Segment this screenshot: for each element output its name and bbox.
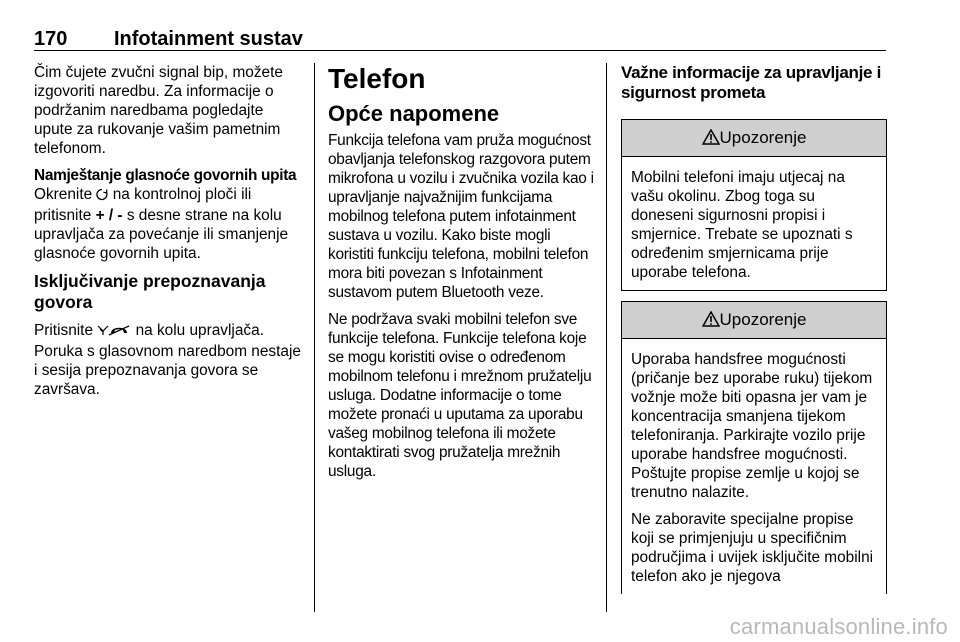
warning-text: Mobilni telefoni imaju utjecaj na vašu okolinu. Zbog toga su doneseni sigurnosni propisi i smjernice. Trebate se upoznati s određenim smjernicama prije uporabe telefona. [631, 169, 853, 281]
running-title: Infotainment sustav [114, 28, 303, 50]
warning-box [621, 119, 887, 291]
paragraph-volume: Okrenite na kontrolnoj ploči ili pritisnite + / - s desne strane na kolu upravljača za povećanje ili smanjenje glasnoće govornih upita. [34, 186, 289, 262]
warning-triangle-icon [702, 122, 720, 158]
column-left [34, 63, 304, 407]
warning-title: Upozorenje [719, 310, 807, 329]
column-right [621, 63, 887, 594]
watermark: carmanualsonline.info [729, 614, 948, 639]
warning-triangle-icon [702, 304, 720, 340]
page-header [34, 28, 886, 50]
header-rule [34, 50, 886, 51]
heading-safety: Važne informacije za upravljanje i sigurnost prometa [621, 63, 882, 102]
paragraph: Čim čujete zvučni signal bip, možete izgovoriti naredbu. Za informacije o podržanim naredbama pogledajte upute za rukovanje vašim pametnim telefonom. [34, 64, 283, 157]
column-divider [606, 63, 607, 612]
warning-box [621, 301, 887, 594]
warning-title: Upozorenje [719, 128, 807, 147]
warning-header [622, 302, 886, 339]
page-number: 170 [34, 28, 68, 50]
voice-hangup-icon [97, 323, 131, 342]
rotary-knob-icon [96, 187, 108, 206]
section-title: Telefon [328, 63, 426, 94]
subheading-voice-volume: Namještanje glasnoće govornih upita [34, 167, 297, 184]
column-divider [314, 63, 315, 612]
warning-text: Uporaba handsfree mogućnosti (pričanje bez uporabe ruku) tijekom vožnje može biti opasna jer vam je koncentracija smanjena tijekom telefoniranja. Parkirajte vozilo prije uporabe handsfree mogućnosti. Poštujte propise zemlje u kojoj se trenutno nalazite. Ne zaboravite specijalne propise koji se primjenjuju u specifičnim područjima i uvijek isključite mobilni telefon ako je njegova [631, 351, 874, 585]
paragraph: Ne podržava svaki mobilni telefon sve funkcije telefona. Funkcije telefona koje se mogu koristiti ovise o određenom mobilnom telefonu i mrežnom pružatelju usluga. Dodatne informacije o tome možete pronaći u uputama za uporabu vašeg mobilnog telefona ili možete kontaktirati svog pružatelja mrežnih usluga. [328, 311, 592, 480]
paragraph: Funkcija telefona vam pruža mogućnost obavljanja telefonskog razgovora putem mikrofona u vozilu i zvučnika vozila kao i upravljanje najvažnijim funkcijama mobilnog telefona putem infotainment sustava u vozilu. Kako biste mogli koristiti funkciju telefona, mobilni telefon mora biti povezan s Infotainment sustavom putem Bluetooth veze. [328, 132, 594, 301]
warning-header [622, 120, 886, 157]
heading-disable-voice: Isključivanje prepoznavanja govora [34, 271, 266, 312]
column-middle [328, 63, 596, 489]
subsection-title: Opće napomene [328, 101, 500, 126]
paragraph-disable-voice: Pritisnite na kolu upravljača. Poruka s glasovnom naredbom nestaje i sesija prepoznavanja govora se završava. [34, 322, 301, 398]
